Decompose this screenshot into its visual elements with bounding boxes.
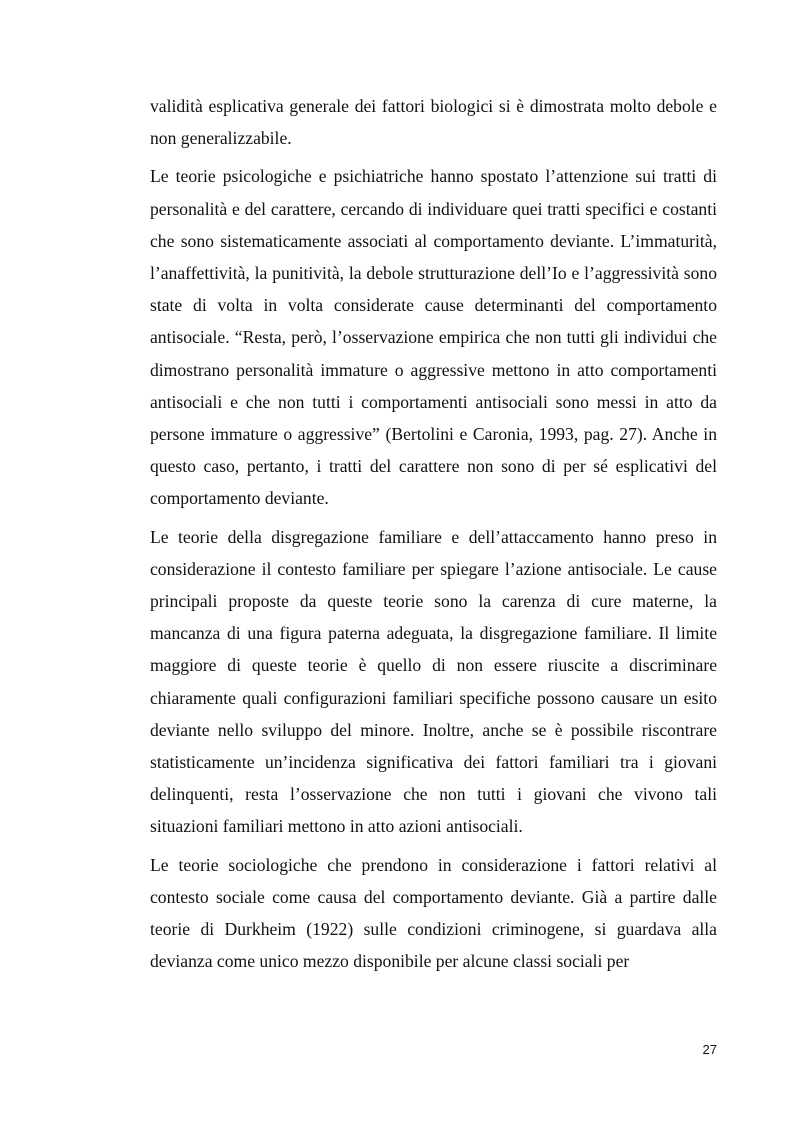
paragraph-sociological-theories: Le teorie sociologiche che prendono in considerazione i fattori relativi al contesto sociale come causa del comportamento deviante. Già a partire dalle teorie di Durkheim (1922) sulle condizioni criminogene, si guardava alla devianza come unico mezzo disponibile per alcune classi sociali per: [150, 854, 717, 972]
paragraph-psychological-theories: Le teorie psicologiche e psichiatriche hanno spostato l’attenzione sui tratti di personalità e del carattere, cercando di individuare quei tratti specifici e costanti che sono sistematicamente associati al comportamento deviante. L’immaturità, l’anaffettività, la punitività, la debole strutturazione dell’Io e l’aggressività sono state di volta in volta considerate cause determinanti del comportamento antisociale. “Resta, però, l’osservazione empirica che non tutti gli individui che dimostrano personalità immature o aggressive mettono in atto comportamenti antisociali e che non tutti i comportamenti antisociali sono messi in atto da persone immature o aggressive” (Bertolini e Caronia, 1993, pag. 27). Anche in questo caso, pertanto, i tratti del carattere non sono di per sé esplicativi del comportamento deviante.: [150, 166, 717, 509]
paragraph-biological-factors: validità esplicativa generale dei fattori biologici si è dimostrata molto debole e non generalizzabile.: [150, 96, 717, 149]
page-number: 27: [702, 1042, 717, 1057]
paragraph-family-theories: Le teorie della disgregazione familiare e dell’attaccamento hanno preso in considerazione il contesto familiare per spiegare l’azione antisociale. Le cause principali proposte da queste teorie sono la carenza di cure materne, la mancanza di una figura paterna adeguata, la disgregazione familiare. Il limite maggiore di queste teorie è quello di non essere riuscite a discriminare chiaramente quali configurazioni familiari specifiche possono causare un esito deviante nello sviluppo del minore. Inoltre, anche se è possibile riscontrare statisticamente un’incidenza significativa dei fattori familiari tra i giovani delinquenti, resta l’osservazione che non tutti i giovani che vivono tali situazioni familiari mettono in atto azioni antisociali.: [150, 526, 717, 837]
document-body: [150, 90, 717, 983]
